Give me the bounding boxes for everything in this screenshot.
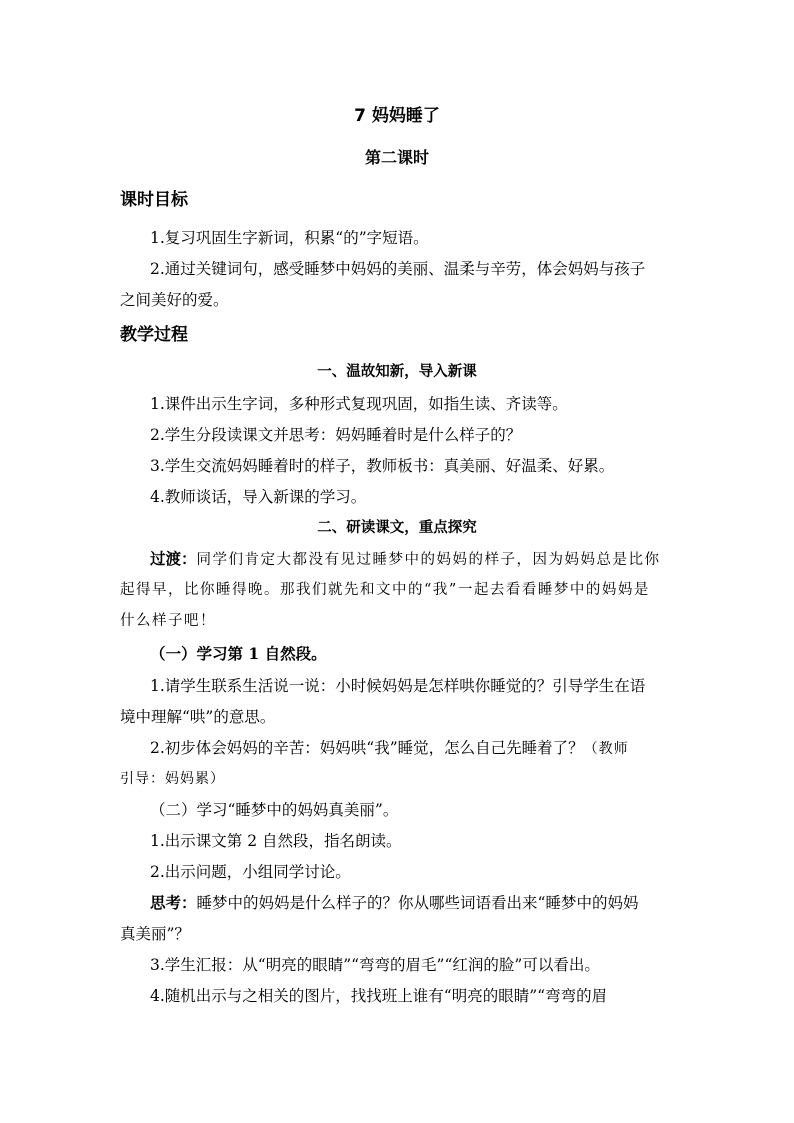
think-paragraph	[120, 893, 710, 913]
think-text: 睡梦中的妈妈是什么样子的？你从哪些词语看出来“睡梦中的妈妈	[196, 894, 639, 912]
lesson-subtitle: 第二课时	[364, 148, 429, 167]
goal-item-continued: 之间美好的爱。	[120, 291, 229, 309]
list-item: 1.出示课文第 2 自然段，指名朗读。	[150, 832, 402, 850]
teacher-note: 引导：妈妈累）	[120, 771, 225, 787]
list-item	[120, 738, 710, 759]
transition-label: 过渡：	[150, 549, 197, 568]
process-heading: 教学过程	[120, 325, 188, 345]
think-label: 思考：	[150, 893, 197, 912]
part-heading: （二）学习“睡梦中的妈妈真美丽”。	[150, 801, 399, 819]
list-item: 3.学生汇报：从“明亮的眼睛”“弯弯的眉毛”“红润的脸”可以看出。	[150, 956, 600, 974]
list-item: 4.教师谈话，导入新课的学习。	[150, 488, 367, 506]
lesson-title: 7 妈妈睡了	[354, 106, 440, 126]
section-heading: 二、研读课文，重点探究	[317, 520, 477, 536]
list-item: 1.课件出示生字词，多种形式复现巩固，如指生读、齐读等。	[150, 395, 568, 413]
list-item: 2.出示问题，小组同学讨论。	[150, 863, 351, 881]
transition-text: 起得早，比你睡得晚。那我们就先和文中的“我”一起去看看睡梦中的妈妈是	[120, 582, 650, 598]
list-item: 2.学生分段读课文并思考：妈妈睡着时是什么样子的？	[150, 426, 522, 444]
transition-paragraph	[120, 549, 710, 570]
list-item: 3.学生交流妈妈睡着时的样子，教师板书：真美丽、好温柔、好累。	[150, 457, 615, 475]
list-item-text: 2.初步体会妈妈的辛苦：妈妈哄“我”睡觉，怎么自己先睡着了？	[150, 739, 584, 757]
goal-item: 1.复习巩固生字新词，积累“的”字短语。	[150, 229, 429, 247]
part-heading: （一）学习第 1 自然段。	[150, 644, 327, 663]
list-item: 4.随机出示与之相关的图片，找找班上谁有“明亮的眼睛”“弯弯的眉	[150, 987, 608, 1005]
transition-text: 同学们肯定大都没有见过睡梦中的妈妈的样子，因为妈妈总是比你	[196, 552, 661, 568]
think-text-continued: 真美丽”？	[120, 925, 190, 943]
transition-text: 什么样子吧！	[120, 613, 216, 629]
section-heading: 一、温故知新，导入新课	[317, 364, 477, 380]
goal-item: 2.通过关键词句，感受睡梦中妈妈的美丽、温柔与辛劳，体会妈妈与孩子	[150, 260, 646, 278]
list-item: 1.请学生联系生活说一说：小时候妈妈是怎样哄你睡觉的？引导学生在语	[150, 677, 646, 695]
teacher-note: （教师	[583, 741, 629, 757]
list-item-continued: 境中理解“哄”的意思。	[120, 708, 276, 726]
goals-heading: 课时目标	[120, 190, 188, 210]
